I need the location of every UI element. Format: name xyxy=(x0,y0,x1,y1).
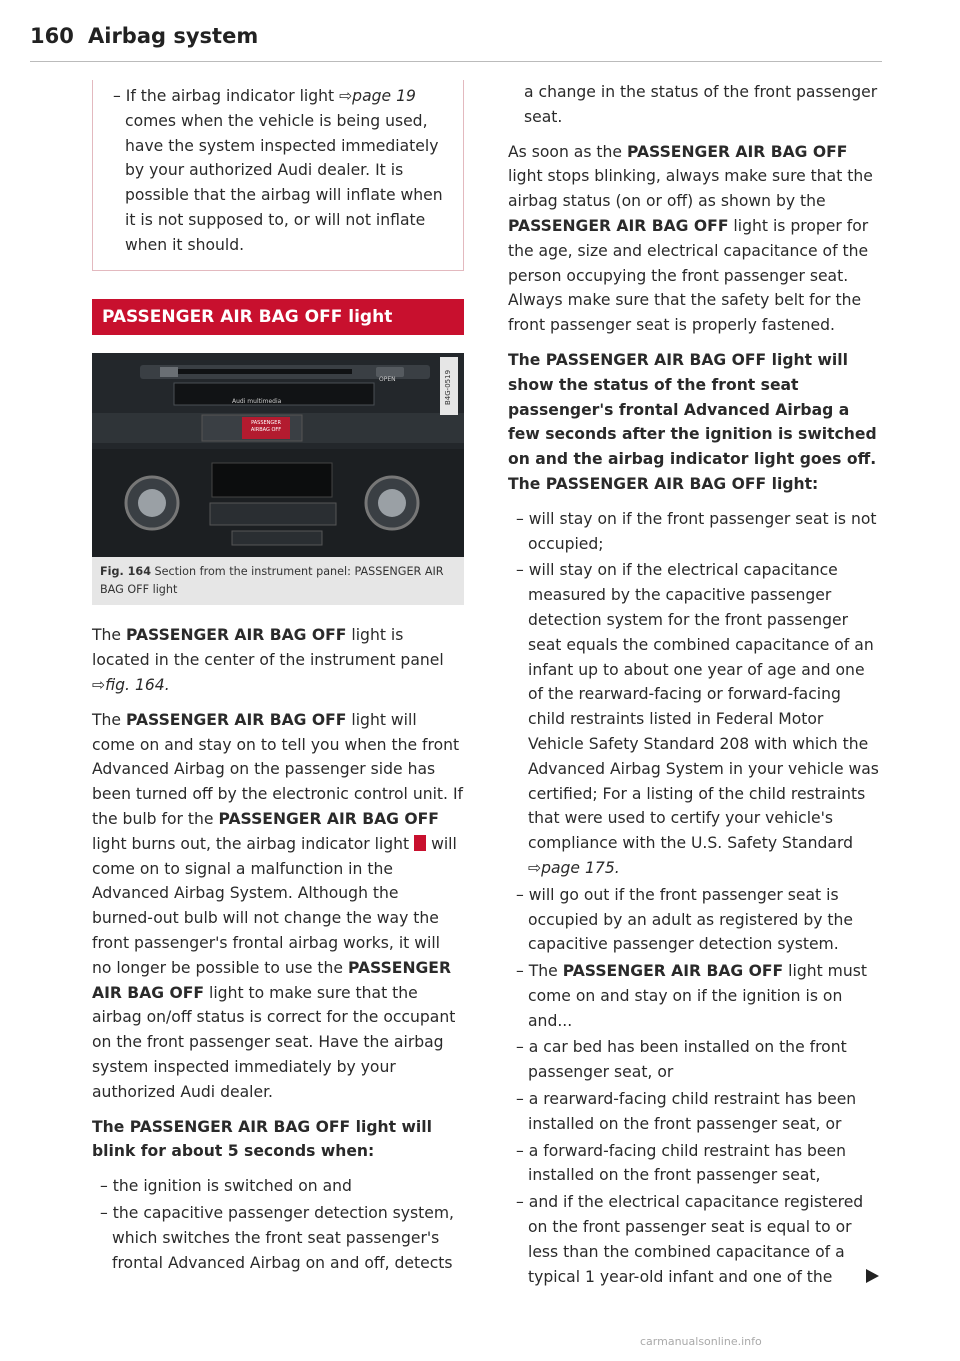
list-item: – a car bed has been installed on the front passenger seat, or xyxy=(516,1038,847,1082)
continue-arrow-icon xyxy=(866,1269,879,1283)
list-item: – and if the electrical capacitance registered on the front passenger seat is equal to or less than the combined capacitance of a typical 1 year-old infant and one of the xyxy=(516,1193,864,1286)
page-ref-link[interactable]: page 19 xyxy=(352,87,416,105)
figure-ref-link[interactable]: fig. 164. xyxy=(105,675,170,694)
watermark: carmanualsonline.info xyxy=(640,1335,762,1348)
blink-heading: The PASSENGER AIR BAG OFF light will blink for about 5 seconds when: xyxy=(92,1117,432,1161)
fig-link-arrow-icon: ⇨ xyxy=(92,675,106,694)
paragraph-status: As soon as the PASSENGER AIR BAG OFF light stops blinking, always make sure that the airbag status (on or off) as shown by the PASSENGER AIR BAG OFF light is proper for the age, size and electrical capacitance of the person occupying the front passenger seat. Always make sure that the safety belt for the front passenger seat is properly fastened. xyxy=(508,142,873,335)
section-heading: PASSENGER AIR BAG OFF light xyxy=(92,299,464,336)
list-item: – The PASSENGER AIR BAG OFF light must come on and stay on if the ignition is on and... xyxy=(516,962,867,1030)
passenger-airbag-off-indicator: PASSENGER AIRBAG OFF xyxy=(250,420,282,434)
list-item: – a rearward-facing child restraint has been installed on the front passenger seat, or xyxy=(516,1090,857,1133)
status-heading: The PASSENGER AIR BAG OFF light will show the status of the front seat passenger's frontal Advanced Airbag a few seconds after the ignition is switched on and the airbag indicator light goes off. The PASSENGER AIR BAG OFF light: xyxy=(508,350,877,493)
list-item: – the ignition is switched on and xyxy=(100,1177,352,1196)
instrument-panel-illustration xyxy=(92,353,464,557)
page-link-arrow-icon: ⇨ xyxy=(528,858,542,877)
airbag-indicator-icon xyxy=(414,835,426,851)
paragraph-location: The PASSENGER AIR BAG OFF light is located in the center of the instrument panel ⇨fig. 164. xyxy=(92,626,444,694)
list-item: – will stay on if the front passenger seat is not occupied; xyxy=(516,509,877,553)
instrument-panel-figure xyxy=(92,353,464,557)
page-number: 160 xyxy=(30,24,74,48)
right-column xyxy=(508,80,882,1291)
warning-item: – If the airbag indicator light ⇨page 19 comes when the vehicle is being used, have the system inspected immediately by your authorized Audi dealer. It is possible that the airbag will inflate when it is not supposed to, or will not inflate when it should. xyxy=(113,87,443,254)
list-item: – a forward-facing child restraint has been installed on the front passenger seat, xyxy=(516,1141,847,1185)
continued-text: a change in the status of the front passenger seat. xyxy=(524,83,878,126)
figure-caption: Fig. 164 Section from the instrument panel: PASSENGER AIR BAG OFF light xyxy=(92,557,464,605)
list-item: – will go out if the front passenger seat is occupied by an adult as registered by the capacitive passenger detection system. xyxy=(516,885,854,954)
list-item: – the capacitive passenger detection system, which switches the front seat passenger's frontal Advanced Airbag on and off, detects xyxy=(100,1203,455,1272)
paragraph-function: The PASSENGER AIR BAG OFF light will come on and stay on to tell you when the front Advanced Airbag on the passenger side has been turned off by the electronic control unit. If the bulb for the PASSENGER AIR BAG OFF light burns out, the airbag indicator light will come on to signal a malfunction in the Advanced Airbag System. Although the burned-out bulb will not change the way the front passenger's frontal airbag works, it will no longer be possible to use the PASSENGER AIR BAG OFF light to make sure that the airbag on/off status is correct for the occupant on the front passenger seat. Have the airbag system inspected immediately by your authorized Audi dealer. xyxy=(92,710,464,1101)
page-link-arrow-icon: ⇨ xyxy=(339,87,353,105)
open-button-label: OPEN xyxy=(379,376,396,384)
list-item: – will stay on if the electrical capacitance measured by the capacitive passenger detection system for the front passenger seat equals the combined capacitance of an infant up to about one year of age and one of the rearward-facing or forward-facing child restraints listed in Federal Motor Vehicle Safety Standard 208 with which the Advanced Airbag System in your vehicle was certified; For a listing of the child restraints that were used to certify your vehicle's compliance with the U.S. Safety Standard ⇨page 175. xyxy=(516,561,879,877)
warning-box xyxy=(92,80,464,271)
chapter-title: Airbag system xyxy=(88,24,259,48)
left-column xyxy=(92,80,464,1277)
mmi-display-label: Audi multimedia xyxy=(232,398,282,406)
figure-code: B4G-0519 xyxy=(444,369,452,405)
page-header xyxy=(30,22,882,62)
page-ref-link[interactable]: page 175. xyxy=(541,858,620,877)
